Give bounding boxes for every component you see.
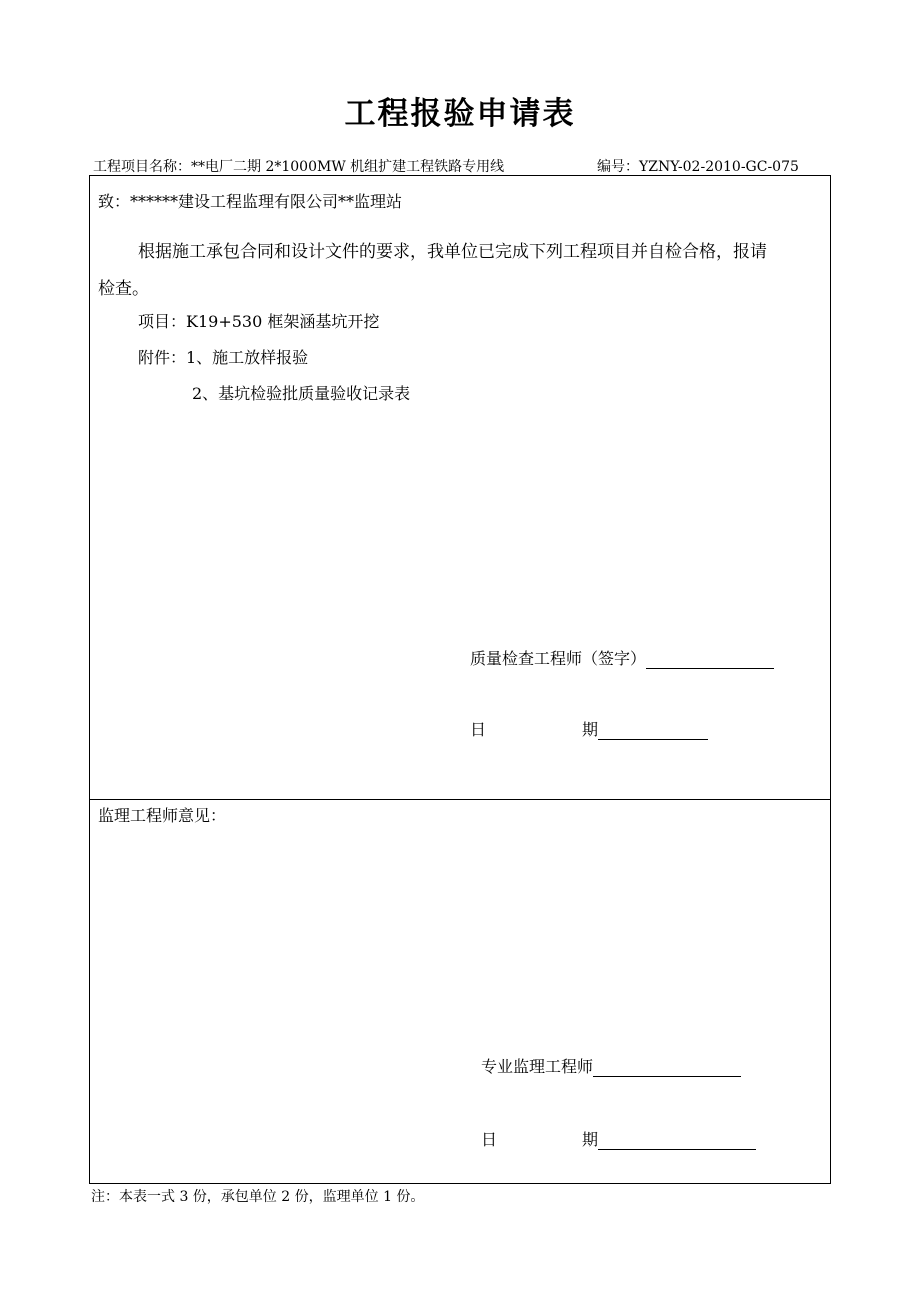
date-line[interactable] xyxy=(598,723,708,740)
signature-line[interactable] xyxy=(646,652,774,669)
quality-engineer-label: 质量检查工程师（签字） xyxy=(470,649,647,668)
quality-engineer-signature xyxy=(470,646,774,669)
date-field-1-right xyxy=(582,717,708,740)
signature-line[interactable] xyxy=(593,1060,741,1077)
date-label-right: 期 xyxy=(582,1130,599,1149)
form-number: 编号：YZNY-02-2010-GC-075 xyxy=(597,159,799,175)
attachment-2: 2、基坑检验批质量验收记录表 xyxy=(192,384,411,403)
date-label-left: 日 xyxy=(470,720,487,739)
date-field-2 xyxy=(481,1127,497,1150)
date-field-1 xyxy=(470,717,486,740)
statement-line-1: 根据施工承包合同和设计文件的要求，我单位已完成下列工程项目并自检合格，报请 xyxy=(138,242,767,262)
date-label-right: 期 xyxy=(582,720,599,739)
footnote: 注：本表一式 3 份，承包单位 2 份，监理单位 1 份。 xyxy=(91,1189,425,1205)
project-item: 项目：K19+530 框架涵基坑开挖 xyxy=(138,312,380,331)
supervisor-label: 专业监理工程师 xyxy=(481,1057,594,1076)
date-label-left: 日 xyxy=(481,1130,498,1149)
statement-line-2: 检查。 xyxy=(98,279,149,299)
attachment-1: 附件：1、施工放样报验 xyxy=(138,348,309,367)
date-field-2-right xyxy=(582,1127,756,1150)
form-title: 工程报验申请表 xyxy=(344,96,576,132)
application-section xyxy=(89,175,831,800)
supervisor-section xyxy=(89,799,831,1184)
project-name: 工程项目名称：**电厂二期 2*1000MW 机组扩建工程铁路专用线 xyxy=(93,159,505,175)
addressee: 致：******建设工程监理有限公司**监理站 xyxy=(98,192,403,211)
supervisor-signature xyxy=(481,1054,741,1077)
date-line[interactable] xyxy=(598,1133,756,1150)
supervisor-opinion-label: 监理工程师意见： xyxy=(98,806,227,825)
